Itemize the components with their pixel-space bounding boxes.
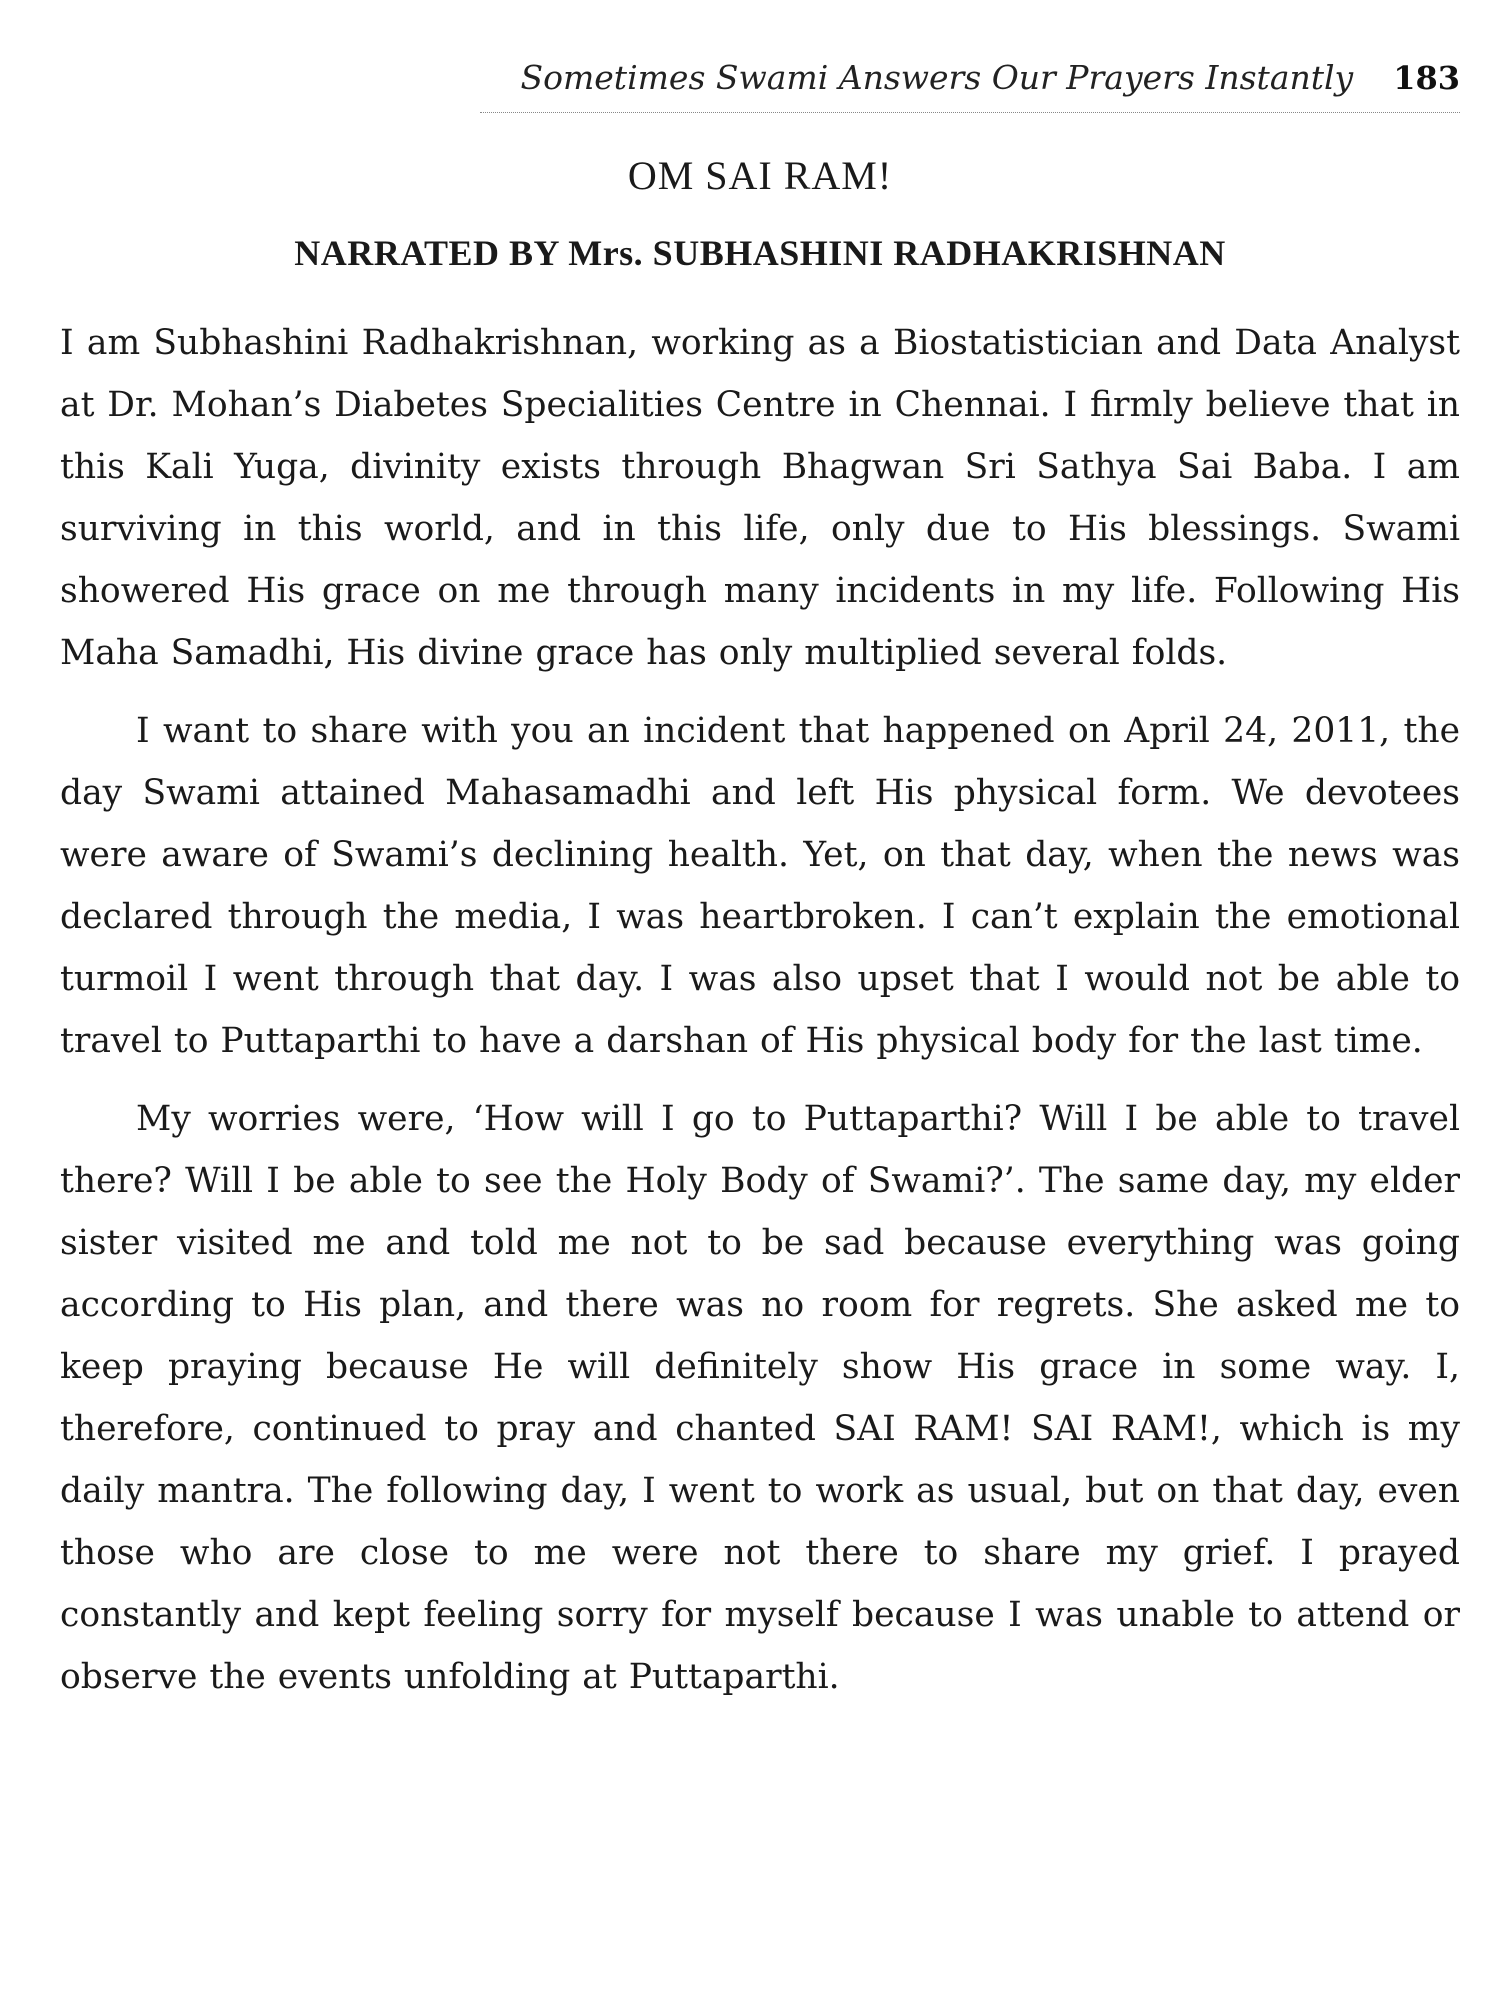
story-body <box>60 312 1460 1724</box>
paragraph-2: I want to share with you an incident that happened on April 24, 2011, the day Swami attained Mahasamadhi and left His physical form. We devotees were aware of Swami’s declining health. Yet, on that day, when the news was declared through the media, I was heartbroken. I can’t explain the emotional turmoil I went through that day. I was also upset that I would not be able to travel to Puttaparthi to have a darshan of His physical body for the last time. <box>60 711 1460 1061</box>
book-page <box>60 0 1460 2000</box>
narrator-byline: NARRATED BY Mrs. SUBHASHINI RADHAKRISHNAN <box>294 233 1226 273</box>
page-number: 183 <box>1393 59 1460 97</box>
running-header-title: Sometimes Swami Answers Our Prayers Instantly <box>520 58 1354 97</box>
greeting-heading: OM SAI RAM! <box>627 153 893 198</box>
running-header <box>480 58 1460 113</box>
paragraph-3: My worries were, ‘How will I go to Puttaparthi? Will I be able to travel there? Will I be able to see the Holy Body of Swami?’. The same day, my elder sister visited me and told me not to be sad because everything was going according to His plan, and there was no room for regrets. She asked me to keep praying because He will definitely show His grace in some way. I, therefore, continued to pray and chanted SAI RAM! SAI RAM!, which is my daily mantra. The following day, I went to work as usual, but on that day, even those who are close to me were not there to share my grief. I prayed constantly and kept feeling sorry for myself because I was unable to attend or observe the events unfolding at Puttaparthi. <box>60 1099 1460 1697</box>
paragraph-1: I am Subhashini Radhakrishnan, working as a Biostatistician and Data Analyst at Dr. Mohan’s Diabetes Specialities Centre in Chennai. I firmly believe that in this Kali Yuga, divinity exists through Bhagwan Sri Sathya Sai Baba. I am surviving in this world, and in this life, only due to His blessings. Swami showered His grace on me through many incidents in my life. Following His Maha Samadhi, His divine grace has only multiplied several folds. <box>60 323 1460 673</box>
